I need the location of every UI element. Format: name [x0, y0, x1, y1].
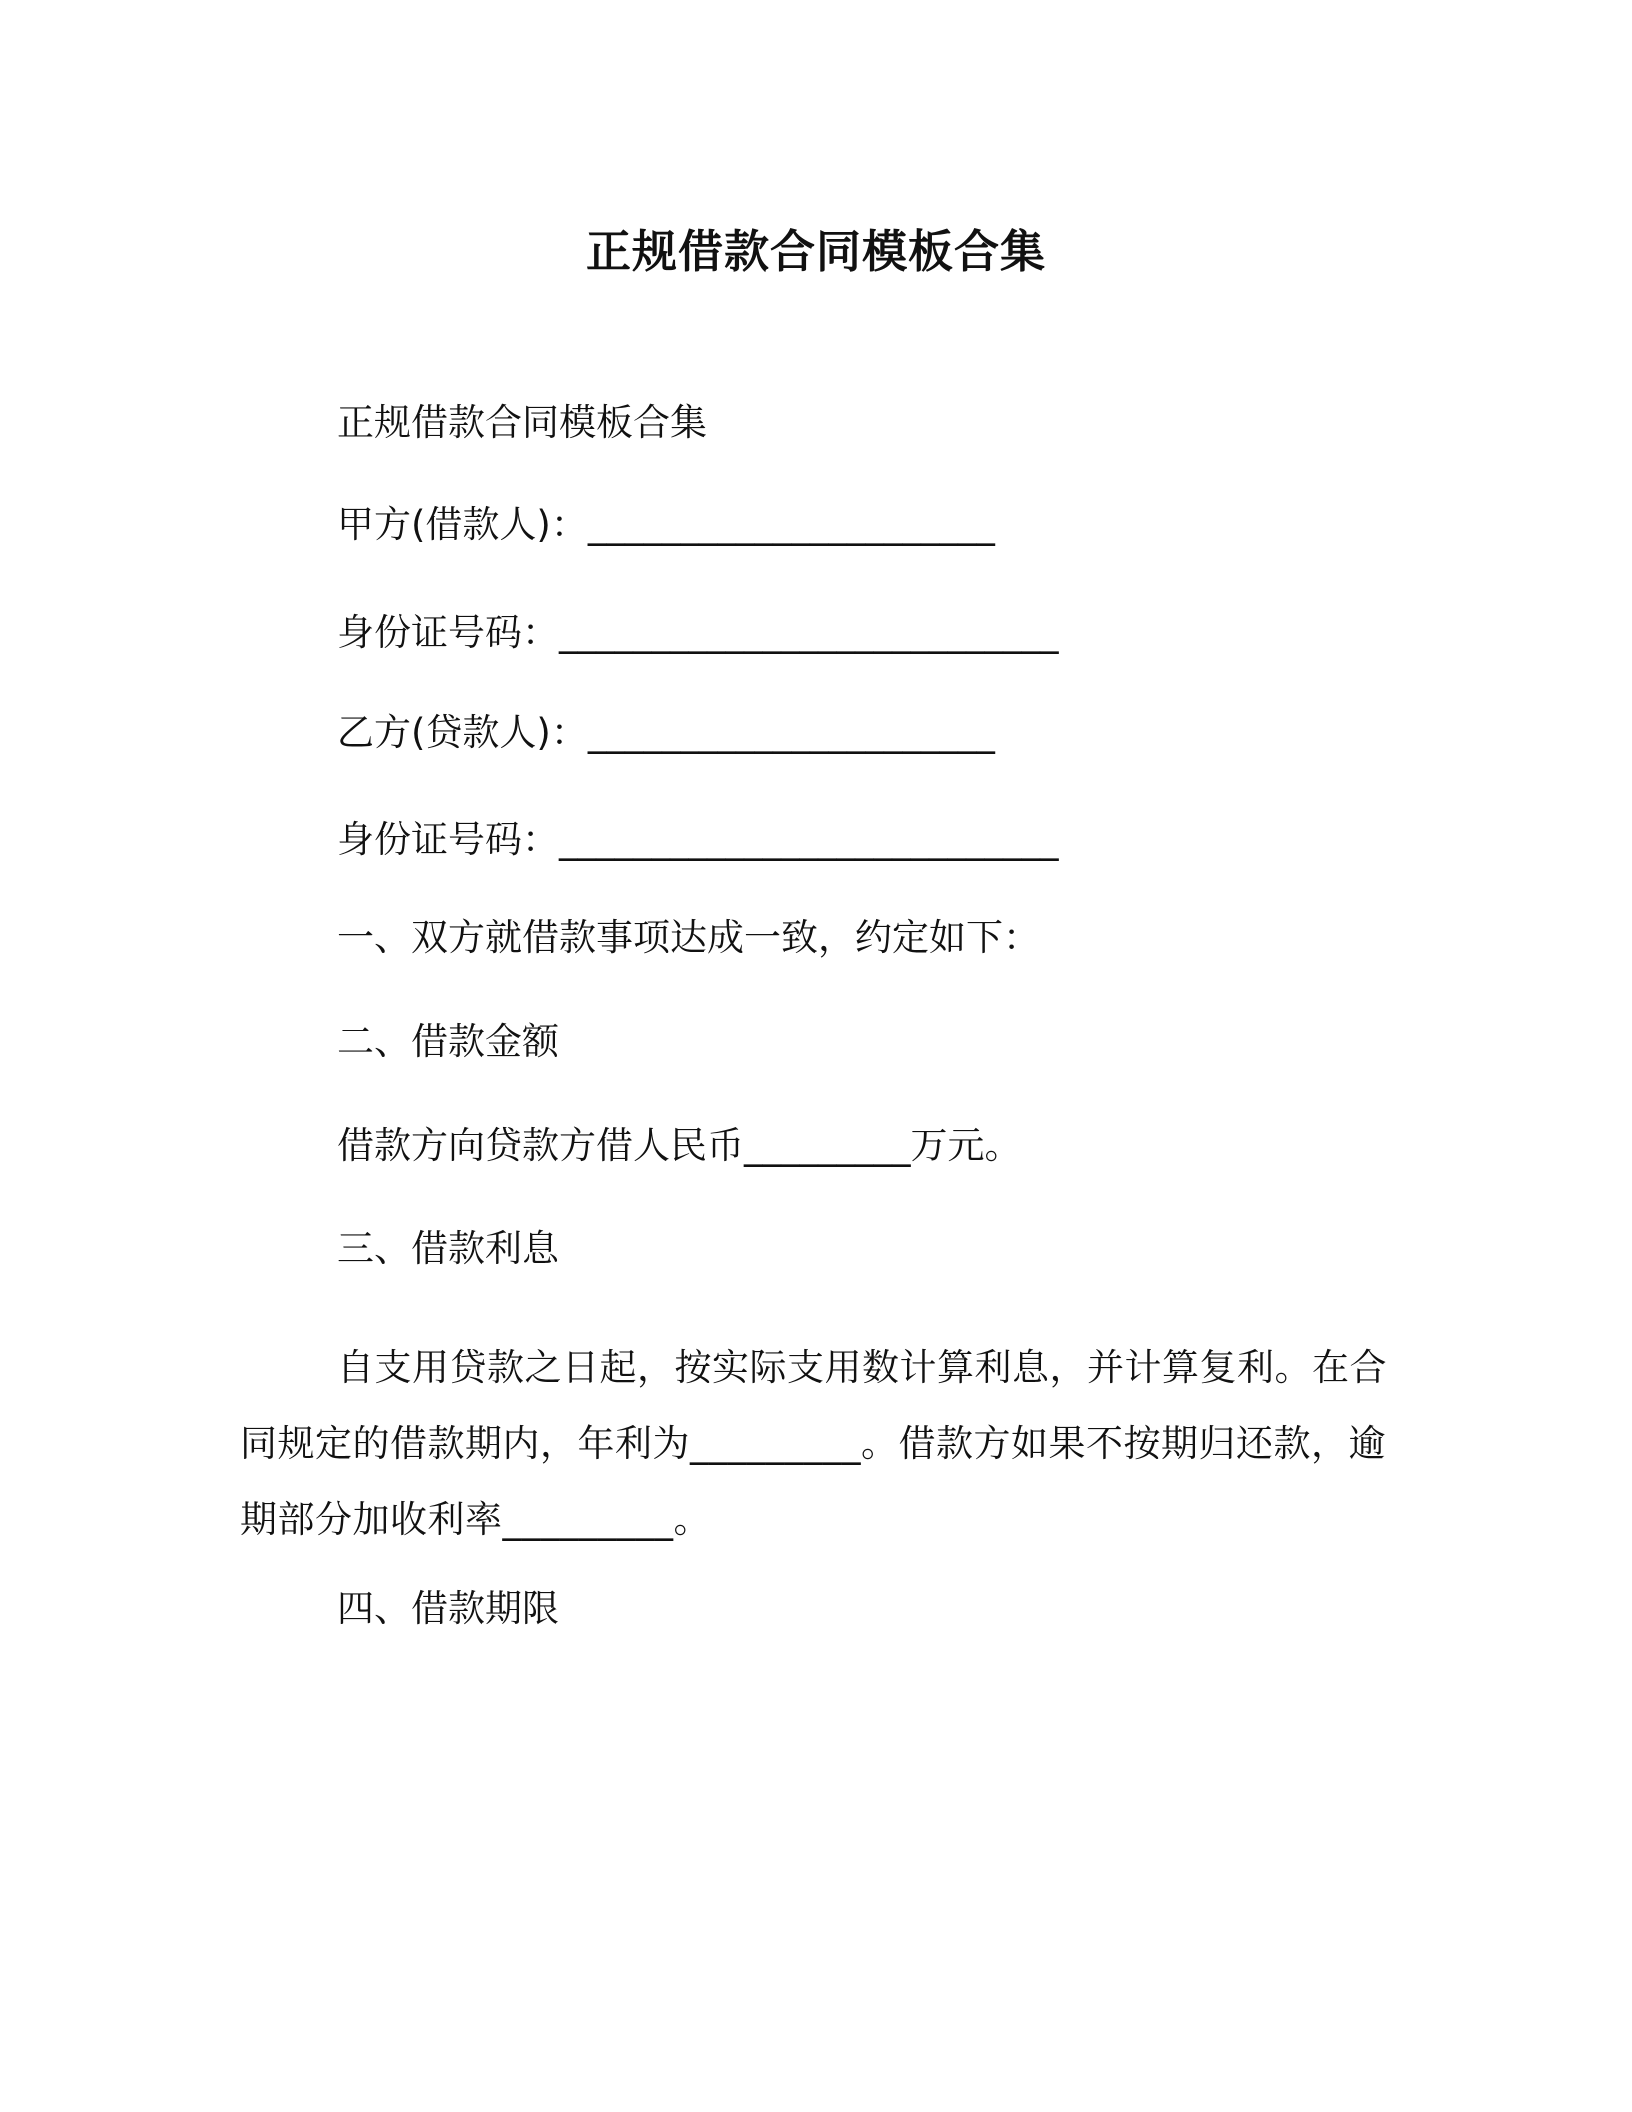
id-number-line-b: 身份证号码：___________________________ — [337, 818, 1059, 861]
section-heading-1: 一、双方就借款事项达成一致，约定如下： — [337, 916, 1040, 959]
party-a-line: 甲方(借款人)：______________________ — [337, 503, 995, 546]
section-heading-2: 二、借款金额 — [337, 1020, 559, 1063]
section-heading-4: 四、借款期限 — [337, 1587, 559, 1630]
id-number-line-a: 身份证号码：___________________________ — [337, 611, 1059, 654]
document-title: 正规借款合同模板合集 — [585, 225, 1046, 278]
party-b-line: 乙方(贷款人)：______________________ — [337, 711, 995, 754]
document-subtitle: 正规借款合同模板合集 — [337, 401, 707, 444]
loan-amount-line: 借款方向贷款方借人民币_________万元。 — [337, 1124, 1022, 1167]
interest-paragraph: 自支用贷款之日起，按实际支用数计算利息，并计算复利。在合同规定的借款期内，年利为_________。借款方如果不按期归还款，逾期部分加收利率_________。 — [240, 1346, 1387, 1541]
section-heading-3: 三、借款利息 — [337, 1227, 559, 1270]
